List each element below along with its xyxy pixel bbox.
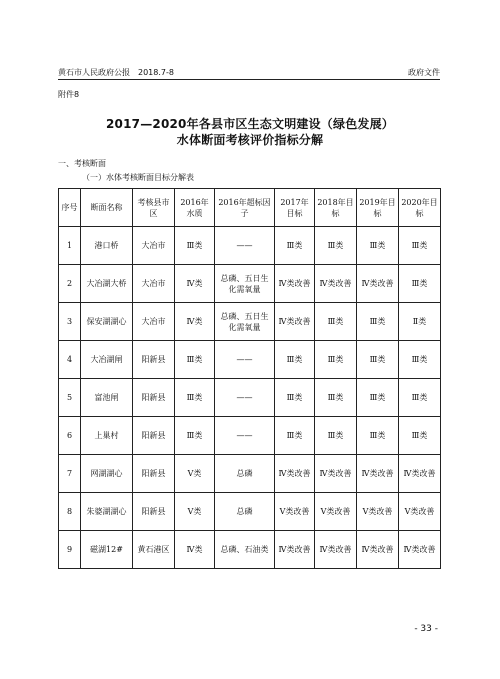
table-cell: Ⅳ类改善	[357, 265, 399, 303]
table-cell: 7	[59, 455, 81, 493]
table-cell: Ⅳ类改善	[275, 265, 315, 303]
table-cell: 阳新县	[133, 379, 175, 417]
table-cell: Ⅲ类	[357, 303, 399, 341]
attachment-label: 附件8	[58, 90, 80, 99]
table-cell: Ⅲ类	[315, 227, 357, 265]
table-cell: Ⅲ类	[275, 379, 315, 417]
column-header: 考核县市区	[133, 189, 175, 227]
table-cell: Ⅳ类	[175, 303, 215, 341]
table-cell: Ⅲ类	[315, 379, 357, 417]
table-cell: Ⅳ类改善	[357, 455, 399, 493]
table-cell: 网湖湖心	[81, 455, 133, 493]
table-cell: 大冶湖闸	[81, 341, 133, 379]
table-cell: Ⅲ类	[275, 341, 315, 379]
table-cell: Ⅲ类	[357, 379, 399, 417]
header-publication: 黄石市人民政府公报 2018.7-8	[58, 68, 174, 77]
table-cell: 9	[59, 531, 81, 569]
table-cell: Ⅲ类	[399, 265, 441, 303]
table-cell: 2	[59, 265, 81, 303]
table-cell: 朱婆湖湖心	[81, 493, 133, 531]
table-cell: Ⅳ类改善	[275, 455, 315, 493]
table-cell: Ⅳ类改善	[275, 531, 315, 569]
table-cell: Ⅲ类	[357, 227, 399, 265]
table-cell: Ⅲ类	[175, 379, 215, 417]
table-cell: 总磷、五日生化需氧量	[215, 265, 275, 303]
table-row	[59, 379, 441, 417]
column-header: 2017年目标	[275, 189, 315, 227]
table-cell: Ⅲ类	[399, 417, 441, 455]
table-cell: 6	[59, 417, 81, 455]
table-row	[59, 265, 441, 303]
table-row	[59, 303, 441, 341]
table-cell: 5	[59, 379, 81, 417]
table-cell: 大冶市	[133, 303, 175, 341]
table-row	[59, 455, 441, 493]
table-cell: Ⅴ类改善	[275, 493, 315, 531]
column-header: 2016年水质	[175, 189, 215, 227]
table-cell: Ⅳ类改善	[315, 531, 357, 569]
table-cell: ——	[215, 379, 275, 417]
table-cell: Ⅳ类	[175, 531, 215, 569]
table-cell: Ⅴ类改善	[357, 493, 399, 531]
table-cell: 阳新县	[133, 455, 175, 493]
column-header: 2018年目标	[315, 189, 357, 227]
table-cell: Ⅳ类改善	[357, 531, 399, 569]
section-heading: 一、考核断面	[58, 159, 106, 168]
table-cell: Ⅲ类	[357, 417, 399, 455]
table-row	[59, 417, 441, 455]
table-cell: 3	[59, 303, 81, 341]
column-header: 断面名称	[81, 189, 133, 227]
table-cell: 大冶市	[133, 227, 175, 265]
table-cell: Ⅲ类	[315, 417, 357, 455]
table-cell: 阳新县	[133, 417, 175, 455]
table-cell: Ⅳ类改善	[315, 455, 357, 493]
table-cell: Ⅲ类	[175, 227, 215, 265]
column-header: 2016年超标因子	[215, 189, 275, 227]
table-cell: 磁湖12#	[81, 531, 133, 569]
table-row	[59, 493, 441, 531]
table-cell: ——	[215, 341, 275, 379]
table-cell: Ⅳ类改善	[275, 303, 315, 341]
table-cell: 港口桥	[81, 227, 133, 265]
table-cell: Ⅴ类改善	[315, 493, 357, 531]
table-cell: 总磷	[215, 455, 275, 493]
table-cell: Ⅳ类改善	[399, 455, 441, 493]
table-cell: ——	[215, 227, 275, 265]
table-cell: 阳新县	[133, 493, 175, 531]
table-cell: Ⅳ类改善	[399, 531, 441, 569]
table-cell: 上巢村	[81, 417, 133, 455]
table-row	[59, 531, 441, 569]
table-cell: Ⅱ类	[399, 303, 441, 341]
table-cell: 1	[59, 227, 81, 265]
page-number: - 33 -	[414, 624, 438, 634]
table-cell: 阳新县	[133, 341, 175, 379]
table-cell: 总磷、石油类	[215, 531, 275, 569]
table-cell: Ⅲ类	[399, 341, 441, 379]
header-divider	[58, 79, 440, 80]
column-header: 2020年目标	[399, 189, 441, 227]
table-cell: 黄石港区	[133, 531, 175, 569]
table-cell: Ⅴ类改善	[399, 493, 441, 531]
table-cell: Ⅲ类	[175, 341, 215, 379]
table-cell: Ⅲ类	[357, 341, 399, 379]
table-row	[59, 227, 441, 265]
table-cell: Ⅲ类	[315, 303, 357, 341]
table-cell: Ⅲ类	[175, 417, 215, 455]
table-row	[59, 341, 441, 379]
table-cell: 大冶湖大桥	[81, 265, 133, 303]
document-title-line-2: 水体断面考核评价指标分解	[176, 133, 324, 147]
table-cell: 保安湖湖心	[81, 303, 133, 341]
table-cell: 总磷	[215, 493, 275, 531]
table-cell: 4	[59, 341, 81, 379]
table-cell: 大冶市	[133, 265, 175, 303]
table-cell: Ⅳ类	[175, 265, 215, 303]
table-header	[59, 189, 441, 227]
table-cell: Ⅴ类	[175, 455, 215, 493]
column-header: 2019年目标	[357, 189, 399, 227]
document-title-line-1: 2017—2020年各县市区生态文明建设（绿色发展）	[106, 117, 394, 131]
header-section: 政府文件	[408, 68, 440, 77]
table-cell: Ⅲ类	[315, 341, 357, 379]
table-cell: Ⅲ类	[275, 227, 315, 265]
table-cell: 富池闸	[81, 379, 133, 417]
target-table	[58, 188, 441, 569]
subsection-heading: （一）水体考核断面目标分解表	[82, 173, 194, 182]
table-cell: Ⅲ类	[275, 417, 315, 455]
table-cell: Ⅳ类改善	[315, 265, 357, 303]
table-cell: ——	[215, 417, 275, 455]
table-cell: Ⅲ类	[399, 227, 441, 265]
table-cell: 总磷、五日生化需氧量	[215, 303, 275, 341]
table-cell: Ⅲ类	[399, 379, 441, 417]
table-cell: 8	[59, 493, 81, 531]
table-cell: Ⅴ类	[175, 493, 215, 531]
column-header: 序号	[59, 189, 81, 227]
table-body	[59, 227, 441, 569]
